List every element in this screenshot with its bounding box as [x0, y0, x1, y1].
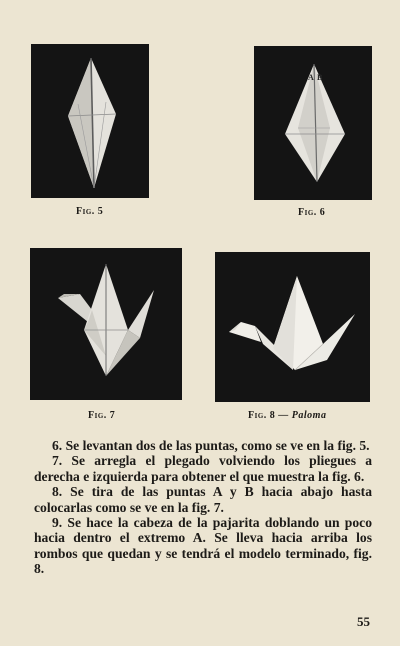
- figure-8-photo: [215, 252, 370, 402]
- figure-7-photo: [30, 248, 182, 400]
- figure-6-photo: [254, 46, 372, 200]
- instructions-text: [34, 438, 372, 577]
- instruction-step-7: 7. Se arregla el plegado volviendo los pliegues a derecha e izquierda para obtener el que muestra la fig. 6.: [34, 453, 372, 484]
- caption-number: 6: [319, 207, 326, 218]
- fig6-origami-diamond: [254, 46, 372, 200]
- page-number: 55: [357, 614, 370, 629]
- fig8-origami-dove: [215, 252, 370, 402]
- figure-6-caption: [298, 207, 325, 218]
- figure-7-caption: [88, 410, 115, 421]
- figure-5-caption: [76, 206, 103, 217]
- fig6-label-a: A: [308, 73, 314, 82]
- instruction-step-9: 9. Se hace la cabeza de la pajarita doblando un poco hacia dentro el extremo A. Se lleva hacia arriba los rombos que quedan y se tendrá el modelo terminado, fig. 8.: [34, 515, 372, 577]
- fig5-origami-diamond: [31, 44, 149, 198]
- fig7-origami-bird: [30, 248, 182, 400]
- caption-number: 8: [269, 410, 276, 421]
- caption-number: 7: [109, 410, 116, 421]
- caption-prefix: Fig.: [248, 410, 267, 421]
- caption-prefix: Fig.: [88, 410, 107, 421]
- caption-prefix: Fig.: [298, 207, 317, 218]
- caption-title: — Paloma: [275, 410, 327, 421]
- fig6-label-b: B: [317, 73, 323, 82]
- figure-5-photo: [31, 44, 149, 198]
- caption-number: 5: [97, 206, 104, 217]
- instruction-step-6: 6. Se levantan dos de las puntas, como se ve en la fig. 5.: [52, 438, 370, 453]
- caption-prefix: Fig.: [76, 206, 95, 217]
- figure-8-caption: [248, 410, 326, 421]
- instruction-step-8: 8. Se tira de las puntas A y B hacia abajo hasta colocarlas como se ve en la fig. 7.: [34, 484, 372, 515]
